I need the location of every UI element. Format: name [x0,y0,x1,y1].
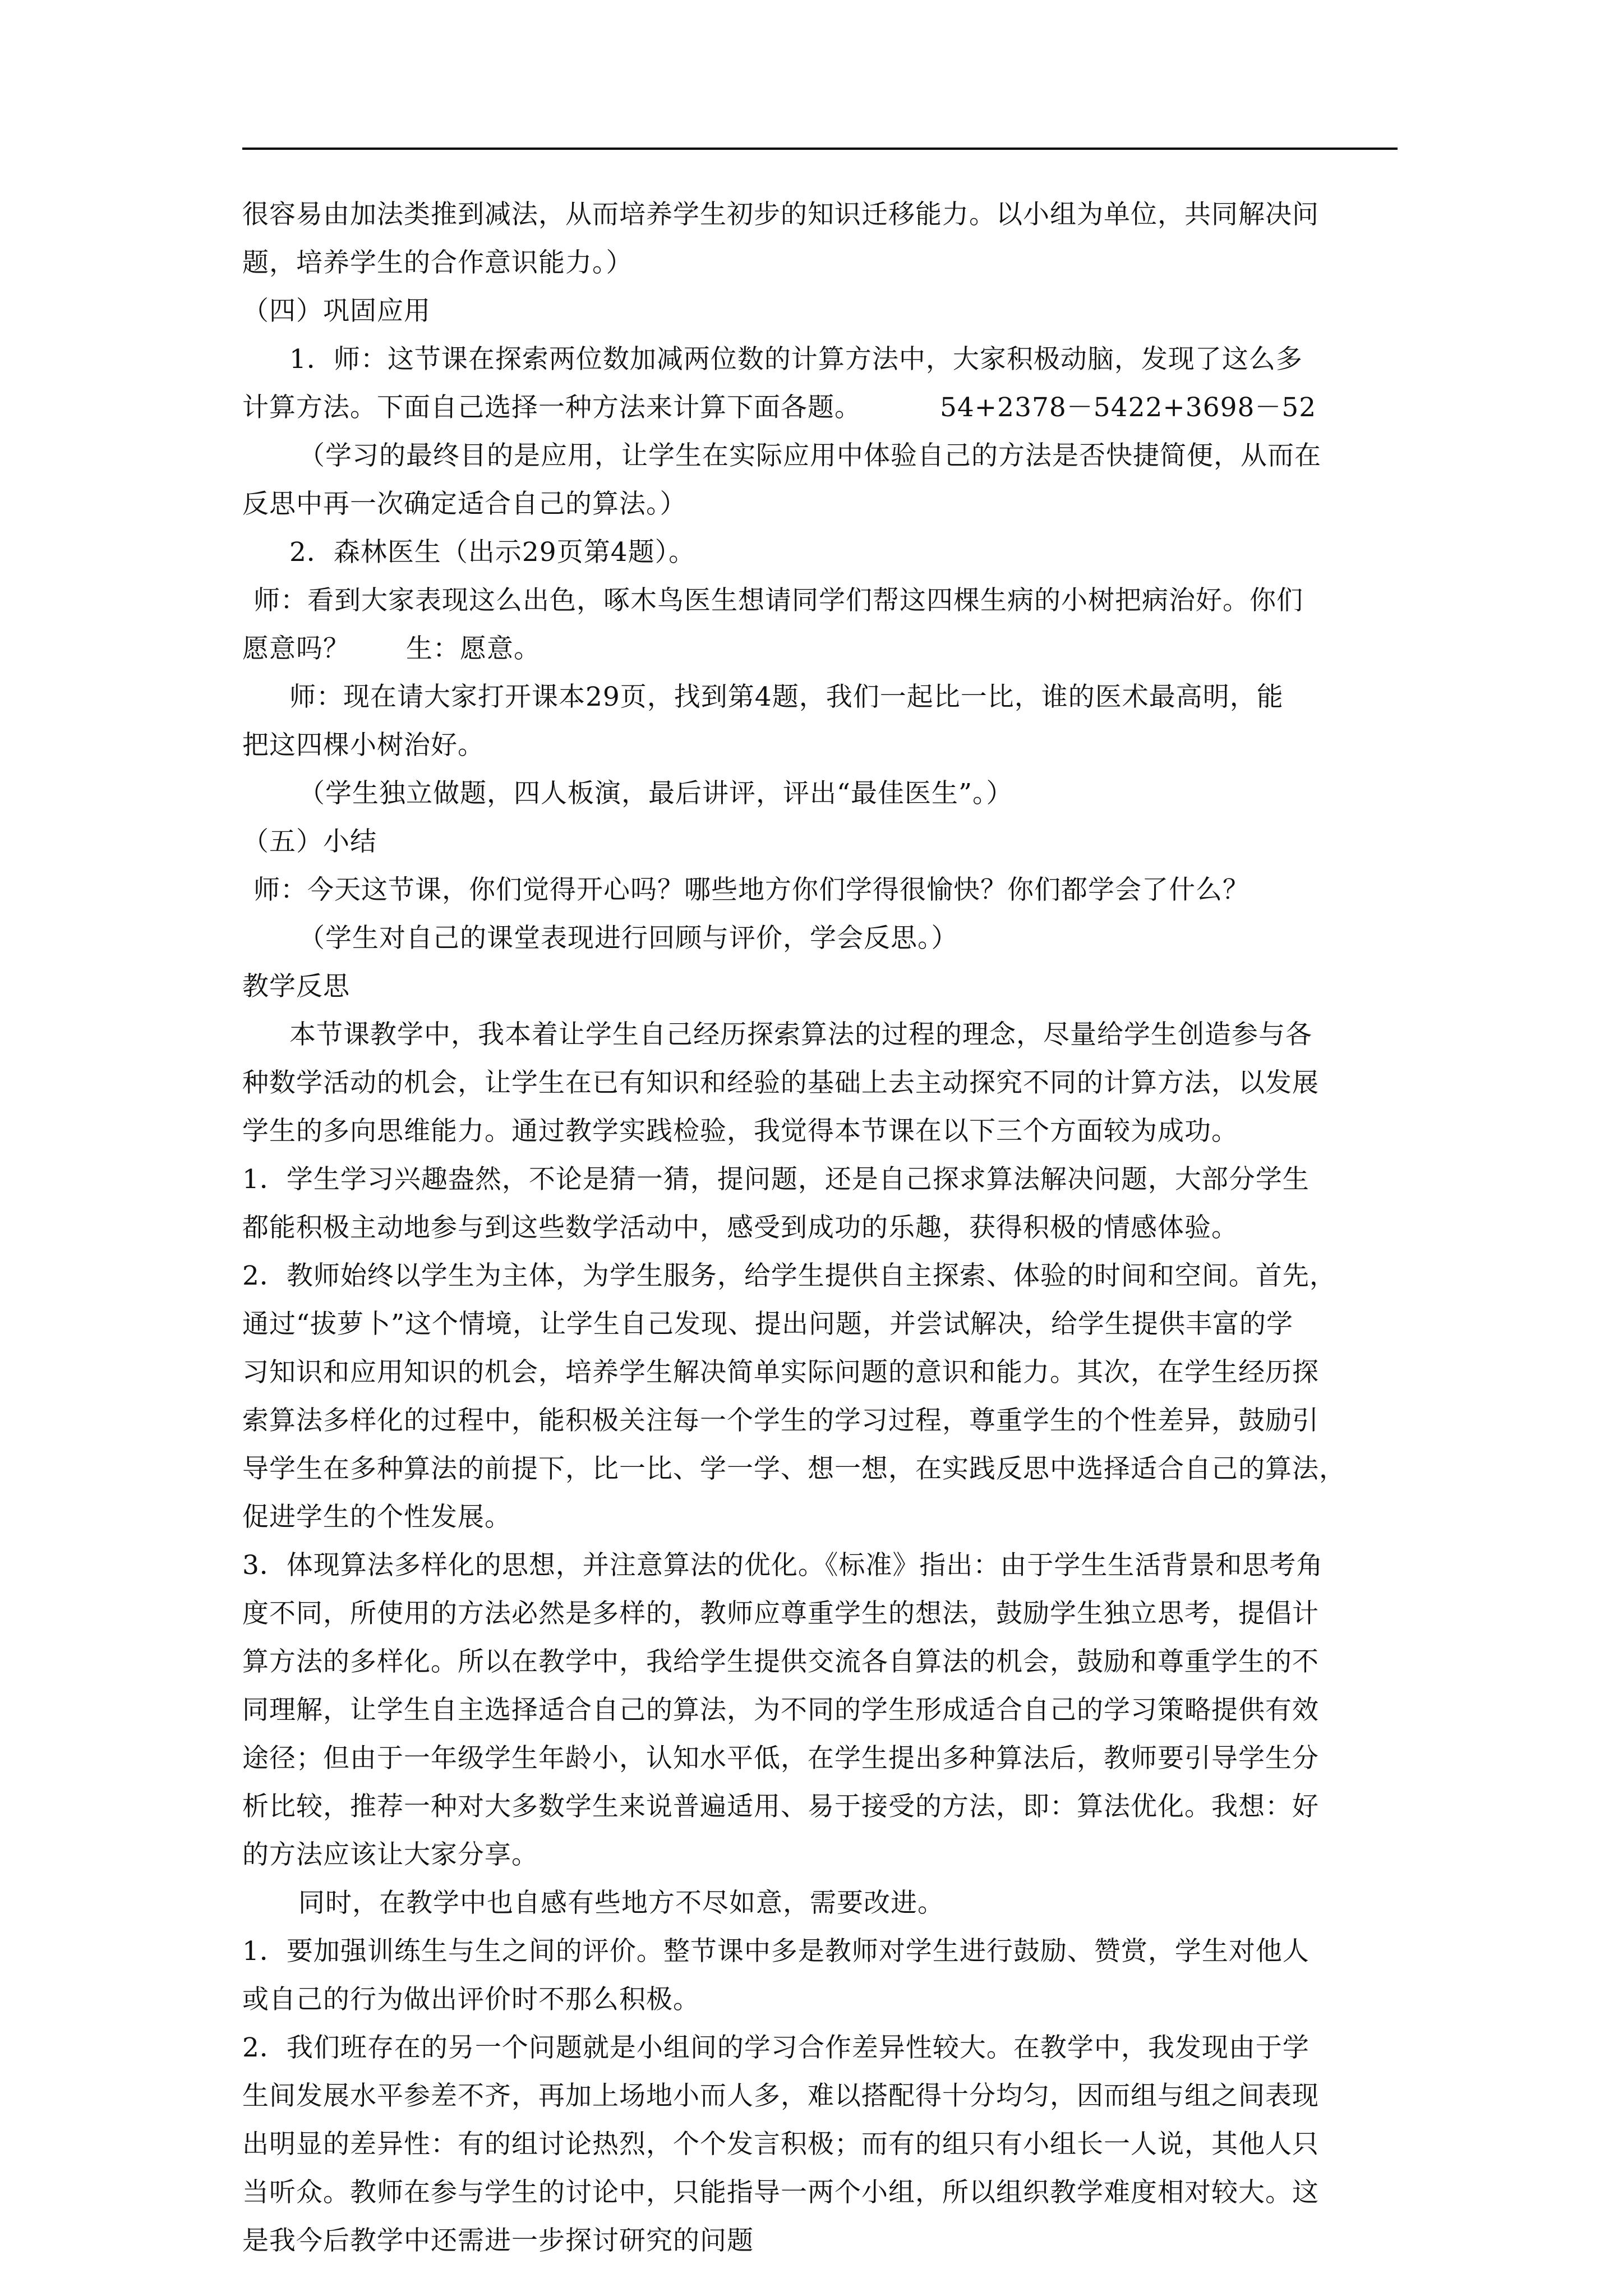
text-line: 或自己的行为做出评价时不那么积极。 [242,1984,700,2015]
text-line: 师：看到大家表现这么出色，啄木鸟医生想请同学们帮这四棵生病的小树把病治好。你们 [253,585,1303,616]
text-line [242,625,1398,673]
text-line: 算方法的多样化。所以在教学中，我给学生提供交流各自算法的机会，鼓励和尊重学生的不 [242,1646,1319,1677]
text-line: 3．体现算法多样化的思想，并注意算法的优化。《标准》指出：由于学生生活背景和思考角 [242,1550,1324,1581]
text-line: 学生的多向思维能力。通过教学实践检验，我觉得本节课在以下三个方面较为成功。 [242,1116,1238,1147]
text-line: 2．森林医生（出示29页第4题）。 [289,537,696,568]
text-line: 反思中再一次确定适合自己的算法。） [242,489,687,519]
text-line: （学生独立做题，四人板演，最后讲评，评出“最佳医生”。） [298,778,1013,809]
text-line: 生间发展水平参差不齐，再加上场地小而人多，难以搭配得十分均匀，因而组与组之间表现 [242,2081,1319,2111]
text-line: 当听众。教师在参与学生的讨论中，只能指导一两个小组，所以组织教学难度相对较大。这 [242,2177,1319,2208]
text-line: 析比较，推荐一种对大多数学生来说普遍适用、易于接受的方法，即：算法优化。我想：好 [242,1791,1319,1822]
text-line: 通过“拔萝卜”这个情境，让学生自己发现、提出问题，并尝试解决，给学生提供丰富的学 [242,1309,1294,1340]
text-line: 师：现在请大家打开课本29页，找到第4题，我们一起比一比，谁的医术最高明，能 [289,682,1284,712]
document-body [242,191,1398,2265]
text-line: 习知识和应用知识的机会，培养学生解决简单实际问题的意识和能力。其次，在学生经历探 [242,1357,1319,1388]
text-line: 把这四棵小树治好。 [242,730,485,761]
text-line: 种数学活动的机会，让学生在已有知识和经验的基础上去主动探究不同的计算方法，以发展 [242,1068,1319,1098]
section-heading: （五）小结 [242,826,377,857]
text-span: 计算方法。下面自己选择一种方法来计算下面各题。 [242,392,861,423]
text-line: 1．师：这节课在探索两位数加减两位数的计算方法中，大家积极动脑，发现了这么多 [289,344,1303,375]
section-heading: （四）巩固应用 [242,296,431,326]
text-line: 都能积极主动地参与到这些数学活动中，感受到成功的乐趣，获得积极的情感体验。 [242,1212,1238,1243]
exercise-expression: 54+2378－5422+3698－52 [940,392,1317,423]
text-line: 促进学生的个性发展。 [242,1502,511,1533]
text-line: 本节课教学中，我本着让学生自己经历探索算法的过程的理念，尽量给学生创造参与各 [289,1019,1312,1050]
text-span: 生：愿意。 [406,633,541,664]
text-line: 1．要加强训练生与生之间的评价。整节课中多是教师对学生进行鼓励、赞赏，学生对他人 [242,1936,1310,1967]
text-span: 愿意吗？ [242,633,350,664]
text-line: 度不同，所使用的方法必然是多样的，教师应尊重学生的想法，鼓励学生独立思考，提倡计 [242,1598,1319,1629]
text-line: 师：今天这节课，你们觉得开心吗？哪些地方你们学得很愉快？你们都学会了什么？ [253,875,1249,905]
text-line: 很容易由加法类推到减法，从而培养学生初步的知识迁移能力。以小组为单位，共同解决问 [242,199,1319,230]
text-line: 同理解，让学生自主选择适合自己的算法，为不同的学生形成适合自己的学习策略提供有效 [242,1695,1319,1726]
text-line: 题，培养学生的合作意识能力。） [242,247,633,278]
text-line: 是我今后教学中还需进一步探讨研究的问题 [242,2225,754,2256]
text-line [242,384,1398,432]
text-line: 同时，在教学中也自感有些地方不尽如意，需要改进。 [298,1888,944,1918]
text-line: 的方法应该让大家分享。 [242,1839,538,1870]
text-line: 途径；但由于一年级学生年龄小，认知水平低，在学生提出多种算法后，教师要引导学生分 [242,1743,1319,1774]
text-line: （学习的最终目的是应用，让学生在实际应用中体验自己的方法是否快捷简便，从而在 [298,440,1321,471]
text-line: 2．我们班存在的另一个问题就是小组间的学习合作差异性较大。在教学中，我发现由于学 [242,2032,1310,2063]
section-heading: 教学反思 [242,971,350,1002]
text-line: 导学生在多种算法的前提下，比一比、学一学、想一想，在实践反思中选择适合自己的算法， [242,1453,1346,1484]
text-line: （学生对自己的课堂表现进行回顾与评价，学会反思。） [298,923,958,954]
text-line: 1．学生学习兴趣盎然，不论是猜一猜，提问题，还是自己探求算法解决问题，大部分学生 [242,1164,1310,1195]
text-line: 索算法多样化的过程中，能积极关注每一个学生的学习过程，尊重学生的个性差异，鼓励引 [242,1405,1319,1436]
header-rule [242,148,1398,150]
text-line: 出明显的差异性：有的组讨论热烈，个个发言积极；而有的组只有小组长一人说，其他人只 [242,2129,1319,2160]
text-line: 2．教师始终以学生为主体，为学生服务，给学生提供自主探索、体验的时间和空间。首先， [242,1260,1336,1291]
